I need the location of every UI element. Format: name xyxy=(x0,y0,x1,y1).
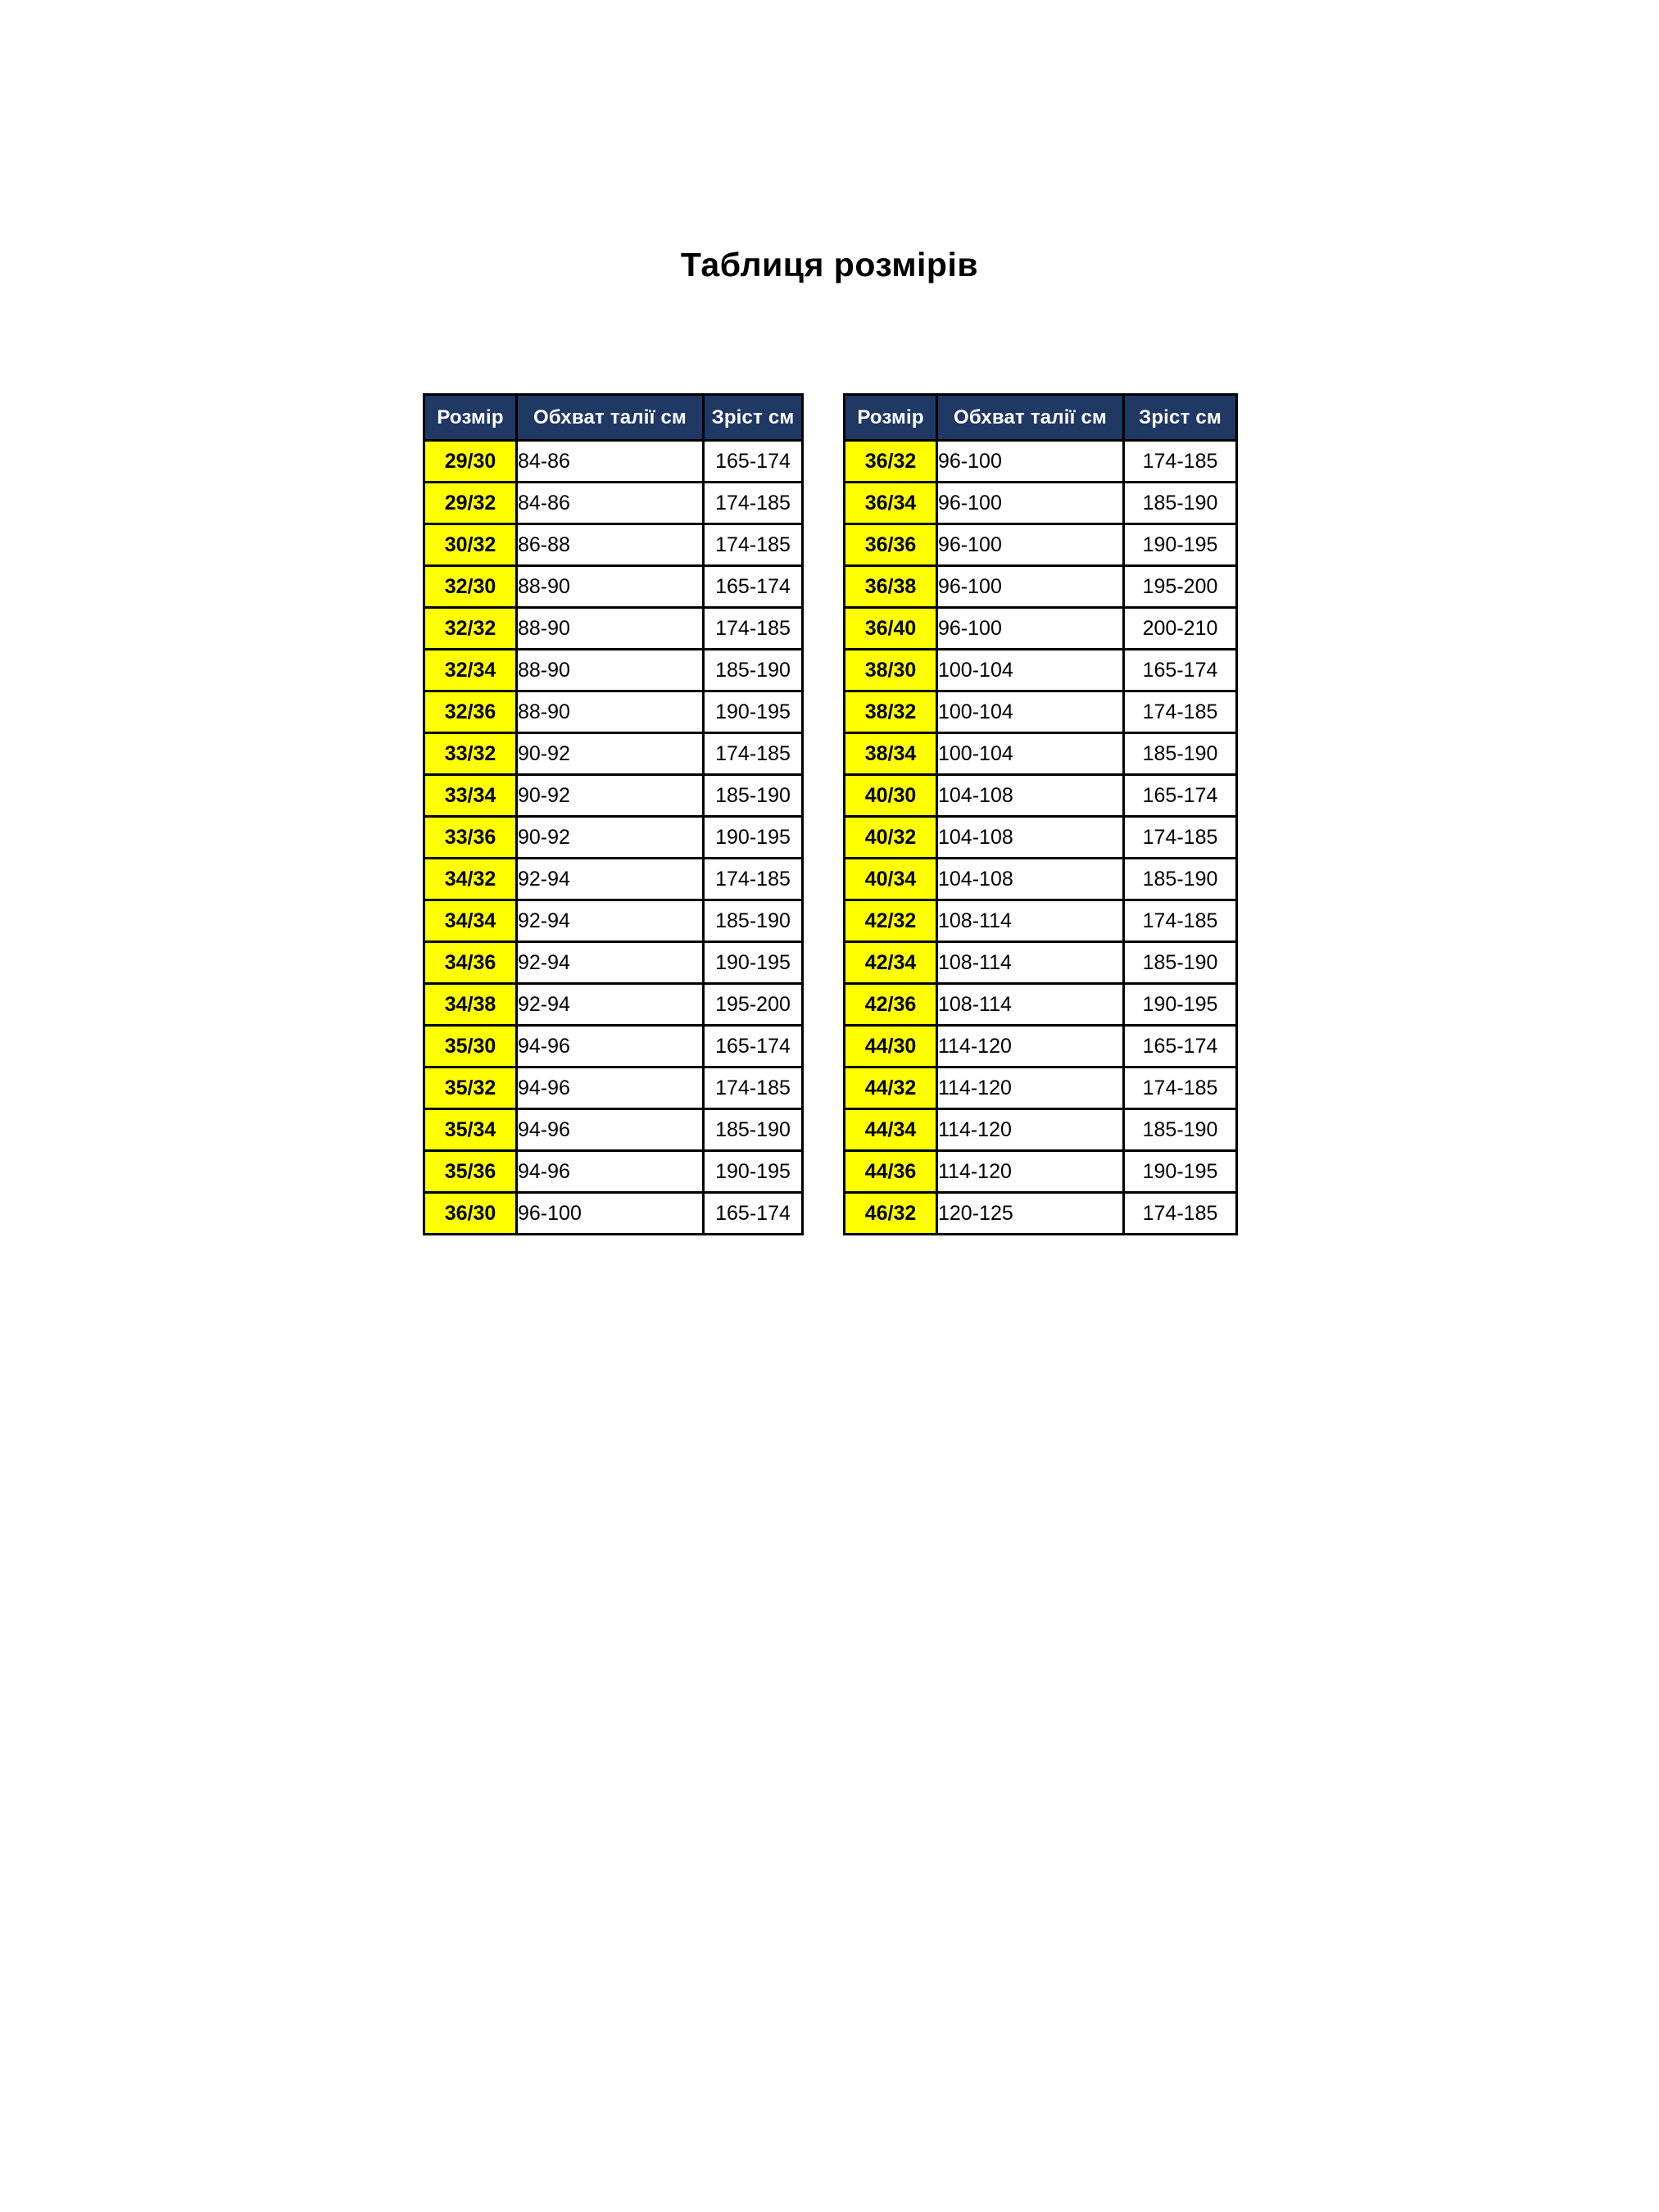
cell-waist: 100-104 xyxy=(937,650,1124,691)
table-header-row xyxy=(424,395,803,441)
cell-height: 165-174 xyxy=(1124,775,1237,817)
table-left-header xyxy=(424,395,803,441)
table-left-body xyxy=(424,441,803,1235)
cell-height: 190-195 xyxy=(1124,524,1237,566)
cell-size: 33/36 xyxy=(424,817,517,859)
cell-waist: 94-96 xyxy=(517,1109,704,1151)
cell-waist: 114-120 xyxy=(937,1109,1124,1151)
cell-height: 185-190 xyxy=(1124,733,1237,775)
cell-height: 174-185 xyxy=(704,1067,803,1109)
cell-height: 185-190 xyxy=(704,900,803,942)
table-row xyxy=(424,859,803,900)
cell-size: 44/36 xyxy=(845,1151,937,1193)
cell-waist: 92-94 xyxy=(517,942,704,984)
table-row xyxy=(424,942,803,984)
cell-height: 174-185 xyxy=(1124,900,1237,942)
table-row xyxy=(845,1026,1237,1067)
cell-height: 165-174 xyxy=(704,1193,803,1235)
table-right-body xyxy=(845,441,1237,1235)
cell-size: 36/40 xyxy=(845,608,937,650)
table-right-header xyxy=(845,395,1237,441)
table-row xyxy=(845,608,1237,650)
cell-waist: 108-114 xyxy=(937,942,1124,984)
cell-height: 165-174 xyxy=(704,1026,803,1067)
cell-size: 35/34 xyxy=(424,1109,517,1151)
cell-height: 185-190 xyxy=(704,1109,803,1151)
cell-size: 42/32 xyxy=(845,900,937,942)
size-tables-container xyxy=(423,393,1242,1235)
cell-height: 174-185 xyxy=(704,733,803,775)
cell-height: 190-195 xyxy=(704,1151,803,1193)
cell-size: 46/32 xyxy=(845,1193,937,1235)
cell-size: 40/34 xyxy=(845,859,937,900)
table-row xyxy=(424,733,803,775)
table-row xyxy=(424,650,803,691)
table-row xyxy=(424,1067,803,1109)
cell-height: 174-185 xyxy=(1124,691,1237,733)
table-row xyxy=(424,566,803,608)
cell-waist: 104-108 xyxy=(937,817,1124,859)
cell-waist: 88-90 xyxy=(517,566,704,608)
table-row xyxy=(424,817,803,859)
cell-height: 185-190 xyxy=(704,650,803,691)
cell-waist: 100-104 xyxy=(937,733,1124,775)
cell-size: 29/32 xyxy=(424,483,517,524)
cell-size: 33/32 xyxy=(424,733,517,775)
column-header-height: Зріст см xyxy=(1124,395,1237,441)
cell-waist: 90-92 xyxy=(517,775,704,817)
cell-waist: 96-100 xyxy=(937,608,1124,650)
table-row xyxy=(424,900,803,942)
cell-waist: 96-100 xyxy=(517,1193,704,1235)
cell-height: 185-190 xyxy=(1124,483,1237,524)
column-header-size: Розмір xyxy=(424,395,517,441)
cell-waist: 96-100 xyxy=(937,524,1124,566)
table-row xyxy=(845,524,1237,566)
cell-height: 165-174 xyxy=(704,441,803,483)
table-row xyxy=(424,1026,803,1067)
cell-waist: 96-100 xyxy=(937,483,1124,524)
cell-height: 195-200 xyxy=(1124,566,1237,608)
cell-height: 165-174 xyxy=(1124,1026,1237,1067)
cell-size: 33/34 xyxy=(424,775,517,817)
cell-waist: 114-120 xyxy=(937,1067,1124,1109)
cell-size: 35/32 xyxy=(424,1067,517,1109)
cell-size: 40/30 xyxy=(845,775,937,817)
cell-size: 42/36 xyxy=(845,984,937,1026)
cell-height: 190-195 xyxy=(704,942,803,984)
cell-waist: 108-114 xyxy=(937,900,1124,942)
cell-height: 185-190 xyxy=(704,775,803,817)
cell-waist: 88-90 xyxy=(517,650,704,691)
column-header-height: Зріст см xyxy=(704,395,803,441)
cell-height: 190-195 xyxy=(704,691,803,733)
cell-height: 174-185 xyxy=(704,524,803,566)
cell-height: 200-210 xyxy=(1124,608,1237,650)
cell-waist: 108-114 xyxy=(937,984,1124,1026)
table-row xyxy=(845,566,1237,608)
cell-waist: 96-100 xyxy=(937,441,1124,483)
cell-size: 34/32 xyxy=(424,859,517,900)
cell-height: 174-185 xyxy=(1124,1067,1237,1109)
cell-size: 36/34 xyxy=(845,483,937,524)
cell-height: 185-190 xyxy=(1124,1109,1237,1151)
cell-size: 42/34 xyxy=(845,942,937,984)
cell-waist: 94-96 xyxy=(517,1026,704,1067)
table-row xyxy=(424,1151,803,1193)
table-row xyxy=(845,942,1237,984)
size-table-right xyxy=(843,393,1238,1235)
cell-waist: 92-94 xyxy=(517,900,704,942)
cell-height: 174-185 xyxy=(704,608,803,650)
cell-height: 185-190 xyxy=(1124,942,1237,984)
cell-waist: 114-120 xyxy=(937,1151,1124,1193)
cell-size: 38/30 xyxy=(845,650,937,691)
cell-waist: 86-88 xyxy=(517,524,704,566)
cell-size: 35/36 xyxy=(424,1151,517,1193)
table-row xyxy=(845,817,1237,859)
cell-size: 35/30 xyxy=(424,1026,517,1067)
cell-height: 165-174 xyxy=(704,566,803,608)
table-row xyxy=(424,524,803,566)
cell-waist: 120-125 xyxy=(937,1193,1124,1235)
table-row xyxy=(424,483,803,524)
table-row xyxy=(424,1109,803,1151)
table-header-row xyxy=(845,395,1237,441)
column-header-size: Розмір xyxy=(845,395,937,441)
cell-waist: 104-108 xyxy=(937,859,1124,900)
cell-size: 34/38 xyxy=(424,984,517,1026)
cell-waist: 96-100 xyxy=(937,566,1124,608)
table-row xyxy=(845,650,1237,691)
cell-size: 29/30 xyxy=(424,441,517,483)
cell-size: 44/30 xyxy=(845,1026,937,1067)
cell-height: 195-200 xyxy=(704,984,803,1026)
cell-size: 36/36 xyxy=(845,524,937,566)
column-header-waist: Обхват талії см xyxy=(937,395,1124,441)
cell-size: 32/30 xyxy=(424,566,517,608)
cell-height: 190-195 xyxy=(1124,1151,1237,1193)
table-row xyxy=(845,1193,1237,1235)
table-row xyxy=(845,900,1237,942)
cell-waist: 90-92 xyxy=(517,817,704,859)
size-table-left xyxy=(423,393,804,1235)
cell-size: 44/32 xyxy=(845,1067,937,1109)
cell-waist: 94-96 xyxy=(517,1151,704,1193)
cell-size: 40/32 xyxy=(845,817,937,859)
page-title: Таблиця розмірів xyxy=(680,246,979,283)
cell-waist: 104-108 xyxy=(937,775,1124,817)
cell-waist: 92-94 xyxy=(517,984,704,1026)
cell-waist: 84-86 xyxy=(517,441,704,483)
cell-waist: 88-90 xyxy=(517,608,704,650)
table-row xyxy=(845,1067,1237,1109)
cell-size: 34/36 xyxy=(424,942,517,984)
cell-height: 174-185 xyxy=(704,859,803,900)
cell-height: 174-185 xyxy=(1124,1193,1237,1235)
table-row xyxy=(845,775,1237,817)
table-row xyxy=(845,1151,1237,1193)
cell-height: 185-190 xyxy=(1124,859,1237,900)
table-row xyxy=(424,775,803,817)
cell-height: 190-195 xyxy=(704,817,803,859)
table-row xyxy=(845,483,1237,524)
cell-height: 165-174 xyxy=(1124,650,1237,691)
table-row xyxy=(424,1193,803,1235)
table-row xyxy=(845,733,1237,775)
cell-size: 30/32 xyxy=(424,524,517,566)
cell-size: 32/32 xyxy=(424,608,517,650)
table-row xyxy=(845,441,1237,483)
table-row xyxy=(424,441,803,483)
cell-size: 32/34 xyxy=(424,650,517,691)
cell-waist: 90-92 xyxy=(517,733,704,775)
cell-size: 44/34 xyxy=(845,1109,937,1151)
cell-waist: 94-96 xyxy=(517,1067,704,1109)
cell-size: 36/30 xyxy=(424,1193,517,1235)
table-row xyxy=(424,608,803,650)
table-row xyxy=(845,691,1237,733)
cell-size: 36/38 xyxy=(845,566,937,608)
table-row xyxy=(845,1109,1237,1151)
table-row xyxy=(424,984,803,1026)
cell-waist: 88-90 xyxy=(517,691,704,733)
table-row xyxy=(845,984,1237,1026)
table-row xyxy=(424,691,803,733)
table-row xyxy=(845,859,1237,900)
cell-height: 174-185 xyxy=(1124,441,1237,483)
cell-size: 38/32 xyxy=(845,691,937,733)
cell-waist: 114-120 xyxy=(937,1026,1124,1067)
cell-waist: 100-104 xyxy=(937,691,1124,733)
cell-height: 190-195 xyxy=(1124,984,1237,1026)
column-header-waist: Обхват талії см xyxy=(517,395,704,441)
cell-waist: 92-94 xyxy=(517,859,704,900)
cell-waist: 84-86 xyxy=(517,483,704,524)
cell-size: 32/36 xyxy=(424,691,517,733)
cell-size: 38/34 xyxy=(845,733,937,775)
cell-height: 174-185 xyxy=(1124,817,1237,859)
cell-size: 34/34 xyxy=(424,900,517,942)
cell-size: 36/32 xyxy=(845,441,937,483)
cell-height: 174-185 xyxy=(704,483,803,524)
